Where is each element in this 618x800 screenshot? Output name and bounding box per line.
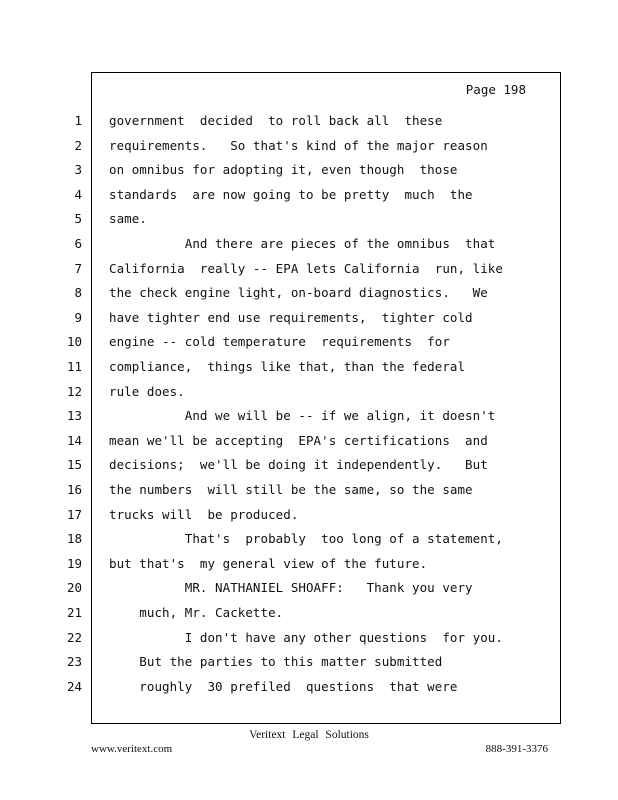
line-text: much, Mr. Cackette. — [109, 605, 284, 620]
line-text: rule does. — [109, 383, 185, 399]
transcript-line — [0, 138, 618, 158]
transcript-line — [0, 531, 618, 551]
transcript-line — [0, 679, 618, 699]
line-text: I don't have any other questions for you. — [109, 629, 503, 645]
line-number: 11 — [66, 359, 82, 374]
transcript-line — [0, 359, 618, 379]
line-text: government decided to roll back all these — [109, 113, 443, 128]
transcript-line — [0, 261, 618, 281]
line-number: 21 — [66, 605, 82, 620]
line-text: MR. NATHANIEL SHOAFF: Thank you very — [109, 580, 473, 596]
line-number: 12 — [66, 383, 82, 399]
line-number: 5 — [74, 211, 82, 227]
transcript-line — [0, 433, 618, 453]
line-text: but that's my general view of the future. — [109, 555, 428, 571]
line-text: mean we'll be accepting EPA's certifications and — [109, 432, 488, 448]
transcript-line — [0, 162, 618, 182]
line-number: 19 — [66, 555, 82, 571]
line-text: And we will be -- if we align, it doesn't — [109, 408, 496, 424]
line-number: 18 — [66, 531, 82, 547]
line-number: 14 — [66, 432, 82, 448]
transcript-line — [0, 211, 618, 231]
footer-company: Veritext Legal Solutions — [249, 729, 369, 741]
transcript-line — [0, 630, 618, 650]
line-text: decisions; we'll be doing it independently. But — [109, 457, 488, 473]
line-number: 9 — [74, 309, 82, 325]
line-text: the numbers will still be the same, so the same — [109, 482, 473, 497]
line-text: roughly 30 prefiled questions that were — [109, 678, 458, 694]
transcript-line — [0, 236, 618, 256]
transcript-line — [0, 654, 618, 674]
line-number: 13 — [66, 408, 82, 424]
line-text: have tighter end use requirements, tighter cold — [109, 309, 473, 325]
line-number: 10 — [66, 334, 82, 350]
line-text: engine -- cold temperature requirements for — [109, 334, 450, 350]
transcript-line — [0, 605, 618, 625]
transcript-line — [0, 334, 618, 354]
line-text: same. — [109, 211, 147, 227]
transcript-line — [0, 457, 618, 477]
line-number: 23 — [66, 654, 82, 670]
footer-website: www.veritext.com — [91, 743, 173, 755]
line-text: That's probably too long of a statement, — [109, 531, 503, 547]
line-text: compliance, things like that, than the federal — [109, 359, 466, 374]
line-text: on omnibus for adopting it, even though those — [109, 162, 458, 178]
transcript-line — [0, 507, 618, 527]
transcript-line — [0, 556, 618, 576]
line-number: 15 — [66, 457, 82, 473]
line-text: trucks will be produced. — [109, 506, 299, 522]
line-number: 16 — [66, 482, 82, 497]
line-number: 17 — [66, 506, 82, 522]
transcript-line — [0, 580, 618, 600]
transcript-line — [0, 310, 618, 330]
line-text: requirements. So that's kind of the major reason — [109, 137, 488, 153]
transcript-line — [0, 408, 618, 428]
transcript-line — [0, 113, 618, 133]
transcript-line — [0, 187, 618, 207]
line-number: 1 — [74, 113, 82, 128]
transcript-line — [0, 482, 618, 502]
line-number: 24 — [66, 678, 82, 694]
page-number: Page 198 — [465, 82, 526, 97]
line-text: standards are now going to be pretty much the — [109, 186, 473, 202]
line-number: 20 — [66, 580, 82, 596]
line-text: But the parties to this matter submitted — [109, 654, 443, 670]
line-number: 8 — [74, 285, 82, 301]
line-number: 6 — [74, 236, 82, 251]
line-text: California really -- EPA lets California run, like — [109, 260, 503, 276]
transcript-line — [0, 384, 618, 404]
line-number: 7 — [74, 260, 82, 276]
transcript-line — [0, 285, 618, 305]
footer-phone: 888-391-3376 — [485, 743, 548, 755]
line-number: 2 — [74, 137, 82, 153]
line-number: 4 — [74, 186, 82, 202]
line-number: 22 — [66, 629, 82, 645]
line-text: the check engine light, on-board diagnostics. We — [109, 285, 488, 301]
line-text: And there are pieces of the omnibus that — [109, 236, 496, 251]
line-number: 3 — [74, 162, 82, 178]
